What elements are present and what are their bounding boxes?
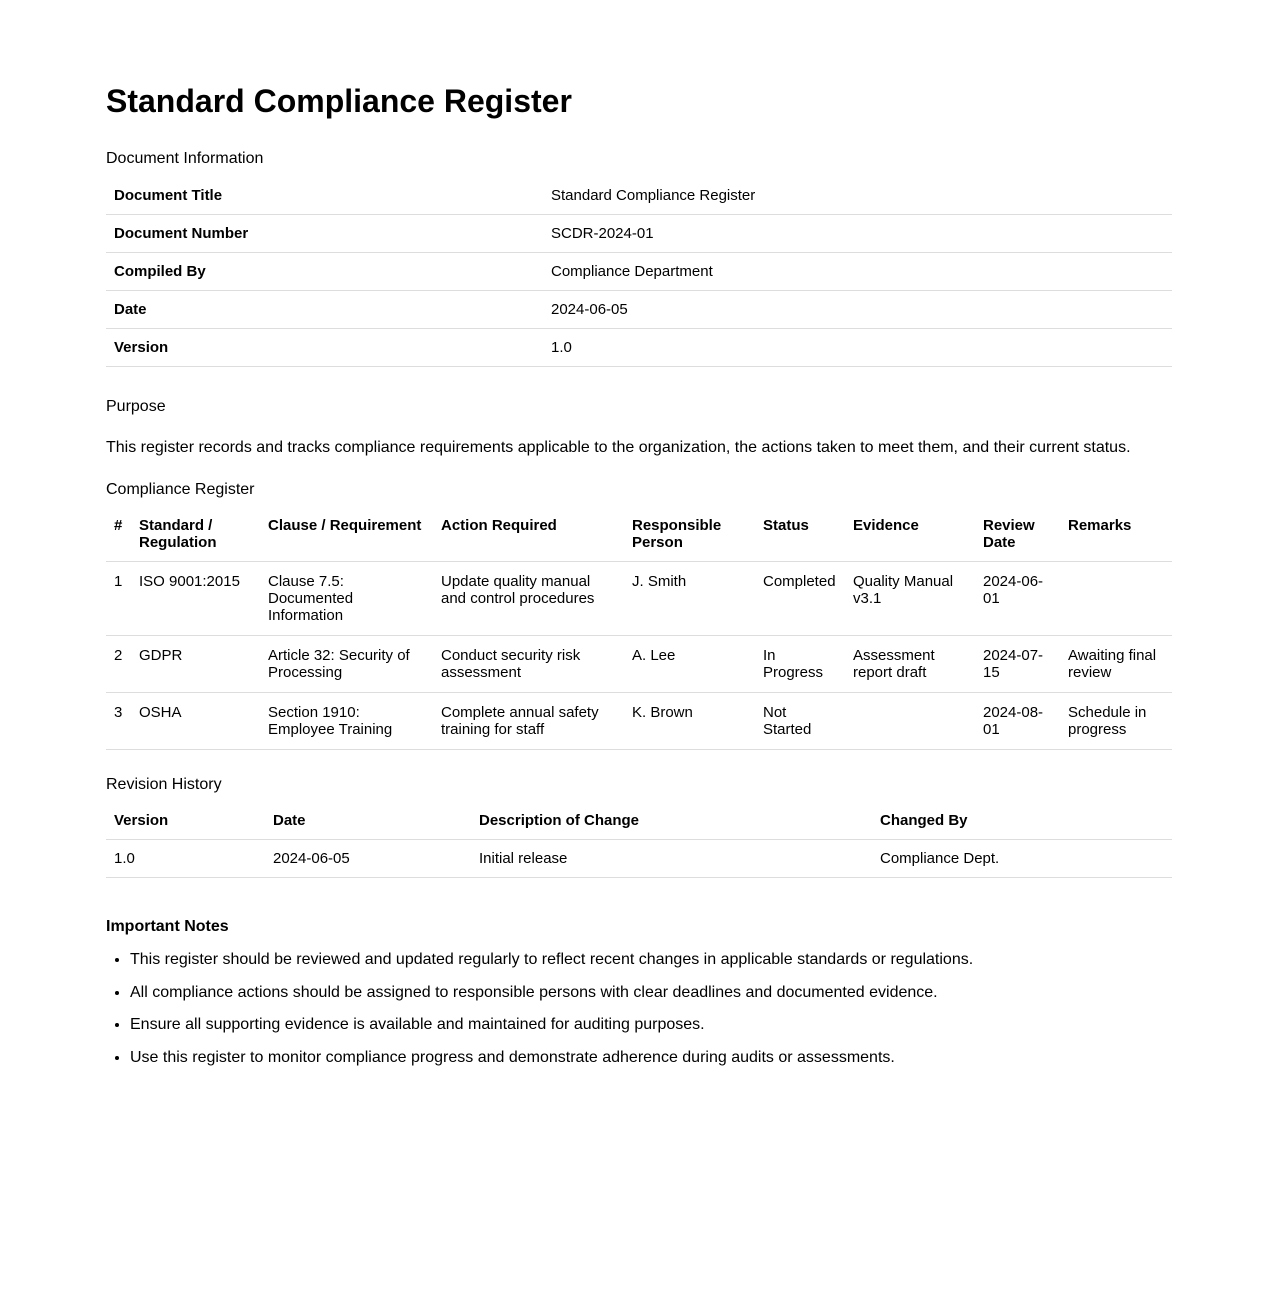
info-value: Compliance Department [543,253,1172,291]
column-header: Description of Change [471,802,872,840]
column-header: Responsible Person [624,508,755,562]
action-cell: Complete annual safety training for staff [433,693,624,750]
compliance-register-heading: Compliance Register [106,481,255,498]
info-value: 1.0 [543,329,1172,367]
row-number: 3 [106,693,131,750]
revision-history-table [106,802,1172,878]
standard-cell: OSHA [131,693,260,750]
column-header: Status [755,508,845,562]
info-label: Document Number [106,215,543,253]
column-header: Action Required [433,508,624,562]
evidence-cell: Assessment report draft [845,636,975,693]
table-row [106,693,1172,750]
column-header: Date [265,802,471,840]
status-cell: In Progress [755,636,845,693]
table-row [106,636,1172,693]
column-header: Clause / Requirement [260,508,433,562]
person-cell: A. Lee [624,636,755,693]
table-header-row [106,802,1172,840]
remarks-cell: Schedule in progress [1060,693,1172,750]
status-cell: Not Started [755,693,845,750]
evidence-cell: Quality Manual v3.1 [845,562,975,636]
important-notes-heading: Important Notes [106,918,229,935]
clause-cell: Article 32: Security of Processing [260,636,433,693]
remarks-cell: Awaiting final review [1060,636,1172,693]
table-row [106,840,1172,878]
info-label: Compiled By [106,253,543,291]
clause-cell: Section 1910: Employee Training [260,693,433,750]
column-header: Standard / Regulation [131,508,260,562]
page-title: Standard Compliance Register [106,83,572,119]
column-header: Evidence [845,508,975,562]
review-date-cell: 2024-06-01 [975,562,1060,636]
status-cell: Completed [755,562,845,636]
table-row [106,329,1172,367]
info-label: Date [106,291,543,329]
info-value: 2024-06-05 [543,291,1172,329]
standard-cell: GDPR [131,636,260,693]
action-cell: Conduct security risk assessment [433,636,624,693]
row-number: 1 [106,562,131,636]
column-header: Remarks [1060,508,1172,562]
changed-by-cell: Compliance Dept. [872,840,1172,878]
info-value: Standard Compliance Register [543,177,1172,215]
list-item: • All compliance actions should be assigned to responsible persons with clear deadlines and documented evidence. [130,983,973,1003]
person-cell: K. Brown [624,693,755,750]
person-cell: J. Smith [624,562,755,636]
info-value: SCDR-2024-01 [543,215,1172,253]
remarks-cell [1060,562,1172,636]
info-label: Version [106,329,543,367]
review-date-cell: 2024-08-01 [975,693,1060,750]
table-row [106,253,1172,291]
row-number: 2 [106,636,131,693]
info-label: Document Title [106,177,543,215]
clause-cell: Clause 7.5: Documented Information [260,562,433,636]
review-date-cell: 2024-07-15 [975,636,1060,693]
purpose-text: This register records and tracks compliance requirements applicable to the organization, the actions taken to meet them, and their current status. [106,439,1131,456]
date-cell: 2024-06-05 [265,840,471,878]
list-item: • Ensure all supporting evidence is available and maintained for auditing purposes. [130,1015,973,1035]
table-row [106,562,1172,636]
standard-cell: ISO 9001:2015 [131,562,260,636]
table-header-row [106,508,1172,562]
purpose-heading: Purpose [106,398,166,415]
list-item: • This register should be reviewed and updated regularly to reflect recent changes in applicable standards or regulations. [130,950,973,970]
version-cell: 1.0 [106,840,265,878]
action-cell: Update quality manual and control procedures [433,562,624,636]
document-information-table [106,177,1172,367]
column-header: # [106,508,131,562]
revision-history-heading: Revision History [106,776,222,793]
column-header: Changed By [872,802,1172,840]
compliance-register-table [106,508,1172,750]
column-header: Version [106,802,265,840]
important-notes-list [106,950,973,1081]
description-cell: Initial release [471,840,872,878]
table-row [106,291,1172,329]
table-row [106,177,1172,215]
document-information-heading: Document Information [106,150,264,167]
column-header: Review Date [975,508,1060,562]
evidence-cell [845,693,975,750]
table-row [106,215,1172,253]
list-item: • Use this register to monitor compliance progress and demonstrate adherence during audits or assessments. [130,1048,973,1068]
